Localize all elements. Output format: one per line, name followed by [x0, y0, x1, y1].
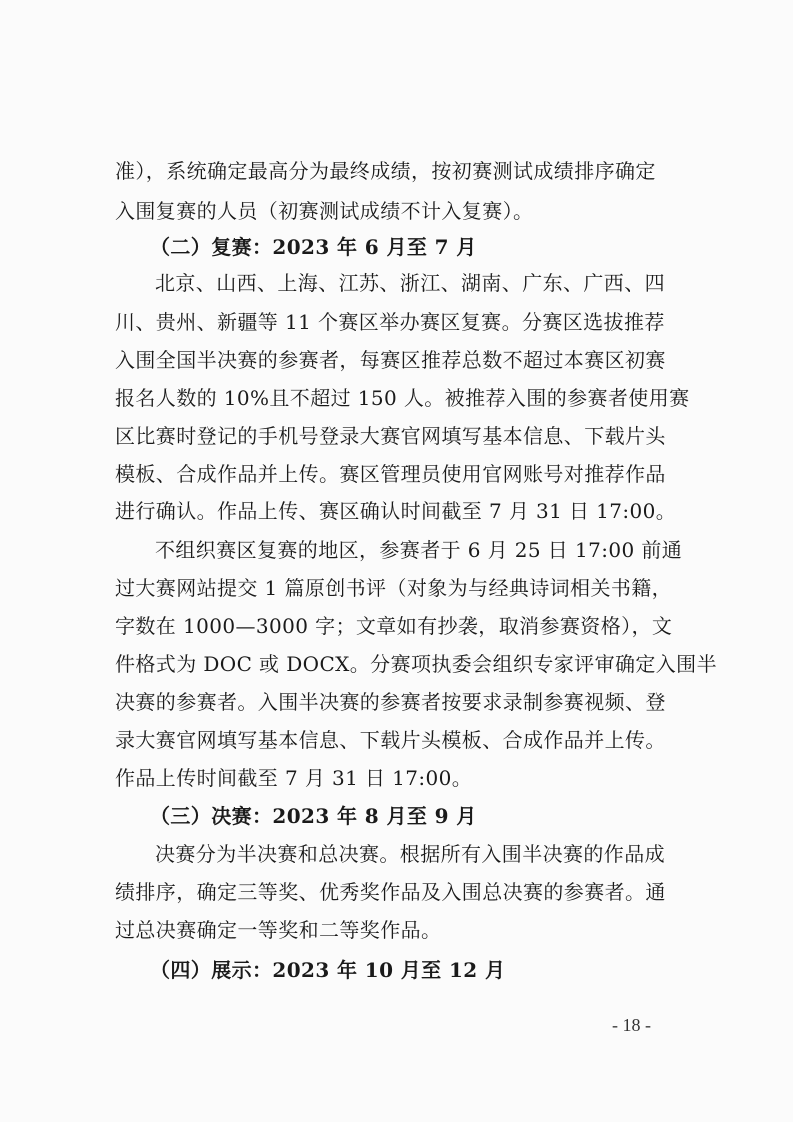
paragraph-line: 过总决赛确定一等奖和二等奖作品。: [115, 918, 442, 942]
paragraph-line: 过大赛网站提交 1 篇原创书评（对象为与经典诗词相关书籍，: [115, 576, 673, 600]
paragraph-line: 字数在 1000—3000 字；文章如有抄袭，取消参赛资格），文: [115, 614, 673, 638]
paragraph-line: 模板、合成作品并上传。赛区管理员使用官网账号对推荐作品: [115, 462, 666, 486]
paragraph-line: 北京、山西、上海、江苏、浙江、湖南、广东、广西、四: [155, 271, 665, 295]
section-heading-showcase: （四）展示：2023 年 10 月至 12 月: [150, 958, 506, 982]
paragraph-line: 件格式为 DOC 或 DOCX。分赛项执委会组织专家评审确定入围半: [115, 652, 717, 676]
paragraph-line: 报名人数的 10%且不超过 150 人。被推荐入围的参赛者使用赛: [115, 386, 690, 410]
text-line-continuation: 入围复赛的人员（初赛测试成绩不计入复赛）。: [115, 199, 534, 223]
section-heading-semifinal: （二）复赛：2023 年 6 月至 7 月: [150, 235, 477, 259]
paragraph-line: 川、贵州、新疆等 11 个赛区举办赛区复赛。分赛区选拔推荐: [115, 310, 665, 334]
section-heading-final: （三）决赛：2023 年 8 月至 9 月: [150, 804, 477, 828]
paragraph-line: 区比赛时登记的手机号登录大赛官网填写基本信息、下载片头: [115, 424, 666, 448]
page-number: - 18 -: [612, 1015, 651, 1035]
text-line-continuation: 准），系统确定最高分为最终成绩，按初赛测试成绩排序确定: [115, 159, 656, 183]
paragraph-line: 决赛的参赛者。入围半决赛的参赛者按要求录制参赛视频、登: [115, 690, 666, 714]
paragraph-line: 决赛分为半决赛和总决赛。根据所有入围半决赛的作品成: [155, 842, 665, 866]
paragraph-line: 进行确认。作品上传、赛区确认时间截至 7 月 31 日 17:00。: [115, 499, 677, 523]
paragraph-line: 录大赛官网填写基本信息、下载片头模板、合成作品并上传。: [115, 728, 666, 752]
paragraph-line: 绩排序，确定三等奖、优秀奖作品及入围总决赛的参赛者。通: [115, 880, 666, 904]
paragraph-line: 入围全国半决赛的参赛者，每赛区推荐总数不超过本赛区初赛: [115, 348, 666, 372]
paragraph-line: 不组织赛区复赛的地区，参赛者于 6 月 25 日 17:00 前通: [155, 538, 683, 562]
paragraph-line: 作品上传时间截至 7 月 31 日 17:00。: [115, 766, 473, 790]
